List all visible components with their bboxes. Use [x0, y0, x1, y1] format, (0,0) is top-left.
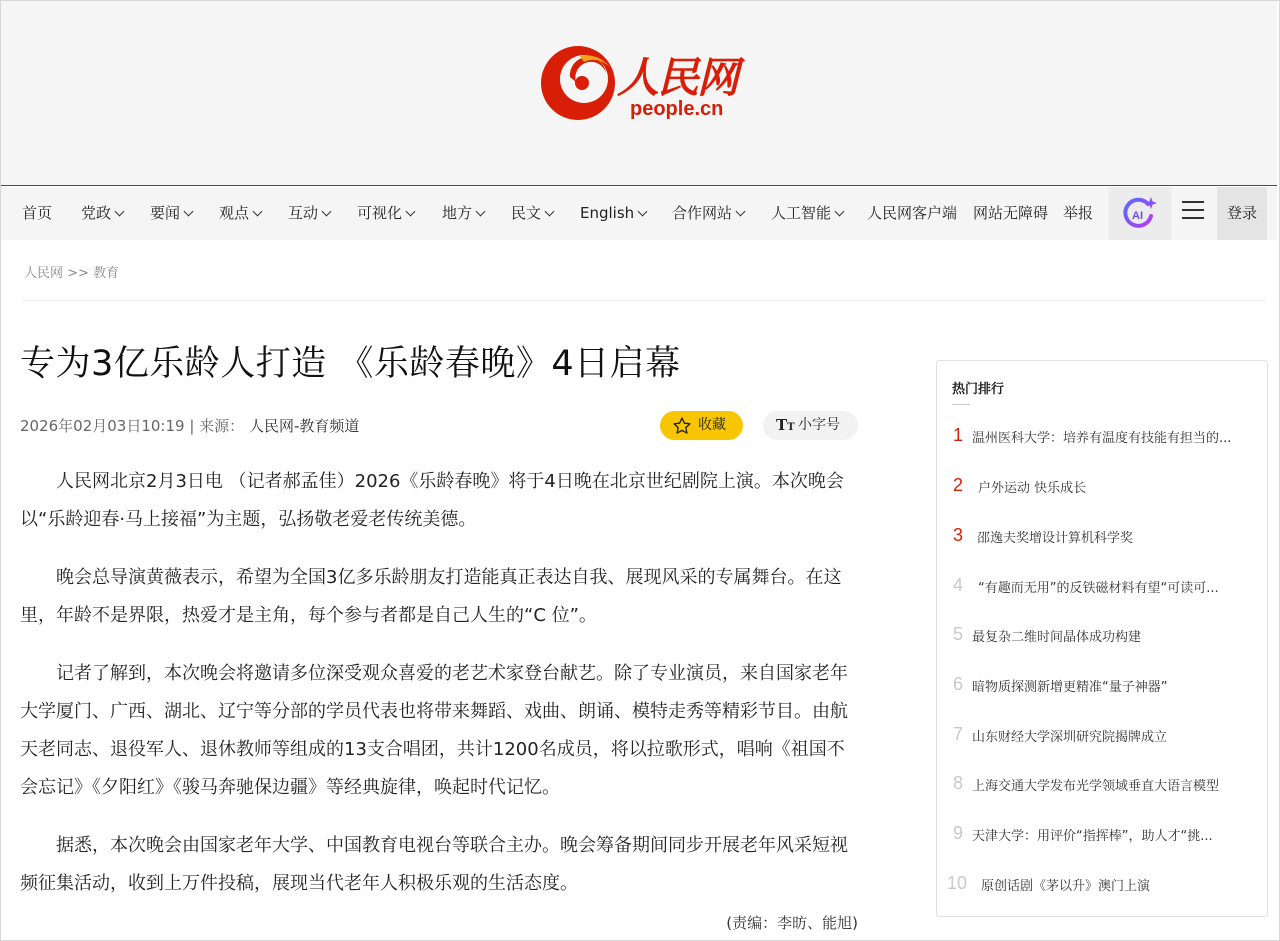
nav-item-visual[interactable]: [357, 187, 414, 240]
chevron-down-icon: [253, 207, 263, 217]
nav-label: 要闻: [150, 204, 181, 222]
ranking-item-text: 户外运动 快乐成长: [978, 481, 1087, 496]
nav-label: 网站无障碍: [973, 204, 1049, 222]
nav-label: 互动: [288, 204, 319, 222]
article-body: [20, 463, 860, 923]
nav-label: 观点: [219, 204, 250, 222]
ranking-item[interactable]: [937, 421, 1267, 451]
nav-label: 合作网站: [672, 204, 733, 222]
ranking-item[interactable]: [937, 471, 1267, 501]
breadcrumb-section[interactable]: 教育: [93, 266, 120, 281]
favorite-button[interactable]: [660, 411, 743, 440]
hot-ranking-title: 热门排行: [952, 382, 1005, 397]
ai-assistant-button[interactable]: [1109, 187, 1171, 240]
text-size-icon: TT: [776, 416, 795, 434]
main-nav: [1, 187, 1277, 240]
breadcrumb-separator: >>: [67, 266, 89, 281]
ranking-item[interactable]: [937, 869, 1267, 899]
ranking-item-text: 原创话剧《茅以升》澳门上演: [981, 879, 1151, 894]
nav-item-home[interactable]: [22, 187, 52, 240]
font-size-label: 小字号: [798, 417, 840, 433]
nav-item-partners[interactable]: [672, 187, 744, 240]
rank-number: 7: [953, 724, 964, 744]
ai-sparkle-icon: [1120, 194, 1160, 234]
nav-item-accessibility[interactable]: [973, 187, 1048, 240]
logo-text-en: people.cn: [630, 98, 724, 120]
rank-number: 3: [953, 525, 964, 545]
rank-number: 5: [953, 624, 964, 644]
site-logo[interactable]: [1, 1, 1277, 185]
article-source[interactable]: 人民网-教育频道: [248, 417, 360, 435]
article-paragraph: 晚会总导演黄薇表示，希望为全国3亿多乐龄朋友打造能真正表达自我、展现风采的专属舞台。在这里，年龄不是界限，热爱才是主角，每个参与者都是自己人生的“C 位”。: [20, 567, 842, 626]
nav-label: 人工智能: [771, 204, 832, 222]
article-meta: [20, 415, 359, 436]
svg-text:AI: AI: [1132, 210, 1143, 222]
chevron-down-icon: [736, 207, 746, 217]
ranking-item[interactable]: [937, 769, 1267, 799]
nav-item-english[interactable]: [580, 187, 646, 240]
rank-number: 10: [947, 873, 968, 893]
site-header: [1, 1, 1277, 186]
star-icon: [672, 416, 692, 436]
nav-item-ethnic[interactable]: [511, 187, 553, 240]
ranking-item-text: 温州医科大学：培养有温度有技能有担当的...: [972, 431, 1232, 446]
nav-label: 人民网客户端: [867, 204, 958, 222]
nav-label: 举报: [1063, 204, 1094, 222]
article-paragraph: 人民网北京2月3日电 （记者郝孟佳）2026《乐龄春晚》将于4日晚在北京世纪剧院上演。本次晚会以“乐龄迎春·马上接福”为主题，弘扬敬老爱老传统美德。: [20, 471, 844, 530]
breadcrumb-home[interactable]: 人民网: [24, 266, 64, 281]
article-datetime: 2026年02月03日10:19: [20, 417, 185, 435]
ranking-item-text: 暗物质探测新增更精准“量子神器”: [972, 680, 1168, 695]
ranking-item-text: 最复杂二维时间晶体成功构建: [972, 630, 1142, 645]
chevron-down-icon: [115, 207, 125, 217]
chevron-down-icon: [406, 207, 416, 217]
ranking-item[interactable]: [937, 819, 1267, 849]
ranking-item[interactable]: [937, 720, 1267, 750]
chevron-down-icon: [545, 207, 555, 217]
nav-label: 可视化: [357, 204, 403, 222]
nav-label: 党政: [81, 204, 112, 222]
nav-item-ai[interactable]: [771, 187, 843, 240]
ranking-item-text: “有趣而无用”的反铁磁材料有望“可读可...: [978, 581, 1219, 596]
favorite-label: 收藏: [698, 417, 726, 433]
chevron-down-icon: [322, 207, 332, 217]
rank-number: 2: [953, 475, 964, 495]
hot-ranking-panel: [936, 360, 1268, 917]
nav-item-opinion[interactable]: [219, 187, 261, 240]
logo-text-cn: 人民网: [617, 53, 738, 102]
article-paragraph: 记者了解到，本次晚会将邀请多位深受观众喜爱的老艺术家登台献艺。除了专业演员，来自国家老年大学厦门、广西、湖北、辽宁等分部的学员代表也将带来舞蹈、戏曲、朗诵、模特走秀等精彩节目。由航天老同志、退役军人、退休教师等组成的13支合唱团，共计1200名成员，将以拉歌形式，唱响《祖国不会忘记》《夕阳红》《骏马奔驰保边疆》等经典旋律，唤起时代记忆。: [20, 663, 848, 798]
article-title: 专为3亿乐龄人打造 《乐龄春晚》4日启幕: [20, 344, 681, 384]
nav-item-party[interactable]: [81, 187, 123, 240]
source-prefix: | 来源：: [189, 417, 245, 435]
ranking-item-text: 邵逸夫奖增设计算机科学奖: [977, 531, 1134, 546]
nav-label: English: [580, 204, 635, 222]
nav-item-local[interactable]: [442, 187, 484, 240]
ranking-item-text: 天津大学：用评价“指挥棒”，助人才“挑...: [972, 829, 1213, 844]
nav-item-report[interactable]: [1063, 187, 1093, 240]
login-button[interactable]: 登录: [1217, 187, 1267, 240]
rank-number: 9: [953, 823, 964, 843]
rank-number: 1: [953, 425, 964, 445]
chevron-down-icon: [476, 207, 486, 217]
ranking-item[interactable]: [937, 521, 1267, 551]
chevron-down-icon: [184, 207, 194, 217]
ranking-item[interactable]: [937, 620, 1267, 650]
nav-item-interact[interactable]: [288, 187, 330, 240]
ranking-item-text: 上海交通大学发布光学领域垂直大语言模型: [972, 779, 1220, 794]
ranking-item[interactable]: [937, 670, 1267, 700]
article-editor: (责编：李昉、能旭): [726, 914, 858, 932]
article-paragraph: 据悉，本次晚会由国家老年大学、中国教育电视台等联合主办。晚会筹备期间同步开展老年风采短视频征集活动，收到上万件投稿，展现当代老年人积极乐观的生活态度。: [20, 835, 848, 894]
font-size-button[interactable]: [763, 411, 858, 440]
rank-number: 4: [953, 575, 964, 595]
chevron-down-icon: [638, 207, 648, 217]
ranking-item-text: 山东财经大学深圳研究院揭牌成立: [972, 730, 1168, 745]
nav-label: 首页: [22, 204, 53, 222]
menu-icon[interactable]: [1182, 201, 1204, 223]
chevron-down-icon: [835, 207, 845, 217]
rank-number: 8: [953, 773, 964, 793]
nav-item-news[interactable]: [150, 187, 192, 240]
title-underline: [952, 404, 970, 405]
breadcrumb: [24, 262, 119, 281]
nav-label: 民文: [511, 204, 542, 222]
ranking-item[interactable]: [937, 571, 1267, 601]
divider: [22, 300, 1266, 301]
nav-item-app[interactable]: [867, 187, 957, 240]
nav-label: 地方: [442, 204, 473, 222]
rank-number: 6: [953, 674, 964, 694]
